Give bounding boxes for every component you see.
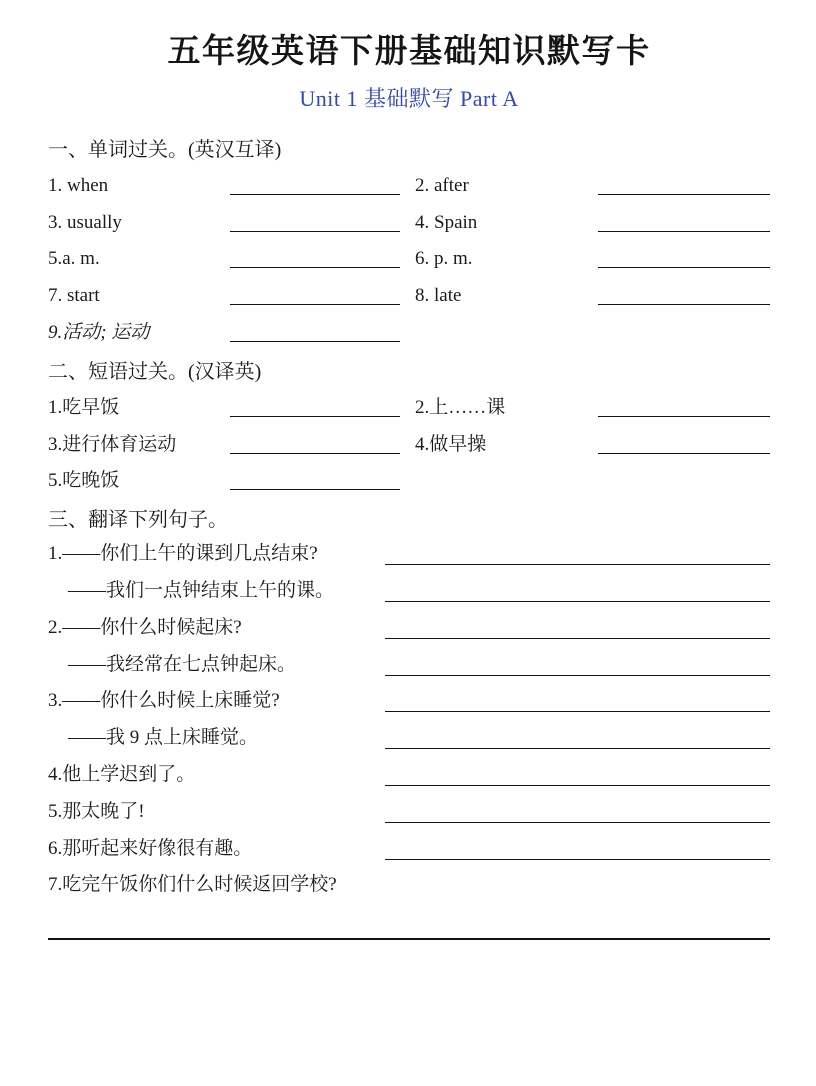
sentence-text: ——我经常在七点钟起床。 (68, 653, 297, 675)
sentence-text: ——我 9 点上床睡觉。 (68, 727, 259, 749)
sentence-text: 3.——你什么时候上床睡觉? (48, 690, 280, 712)
word-row (48, 274, 770, 311)
word-row (48, 164, 770, 201)
sentence-row (48, 682, 770, 719)
answer-blank (598, 267, 770, 268)
phrase-label: 3.进行体育运动 (48, 433, 177, 455)
word-row (48, 238, 770, 275)
answer-blank (230, 267, 400, 268)
sentence-row (48, 534, 770, 571)
answer-line (385, 638, 770, 639)
section-phrases-heading: 二、短语过关。(汉译英) (48, 360, 262, 383)
word-label: 5.a. m. (48, 248, 100, 270)
answer-blank (230, 453, 400, 454)
phrase-label: 5.吃晚饭 (48, 470, 120, 492)
answer-line (385, 711, 770, 712)
answer-blank (598, 416, 770, 417)
answer-blank (230, 341, 400, 342)
word-label: 7. start (48, 285, 100, 307)
word-label: 8. late (415, 285, 462, 307)
sentence-row (48, 792, 770, 829)
word-label: 3. usually (48, 211, 122, 233)
answer-blank (598, 304, 770, 305)
word-row (48, 201, 770, 238)
sentence-text: 1.——你们上午的课到几点结束? (48, 543, 318, 565)
sentence-text: ——我们一点钟结束上午的课。 (68, 580, 335, 602)
word-label: 2. after (415, 174, 469, 196)
answer-line (385, 859, 770, 860)
answer-blank (230, 489, 400, 490)
sentence-row (48, 608, 770, 645)
page-title: 五年级英语下册基础知识默写卡 (167, 34, 651, 70)
answer-blank (598, 231, 770, 232)
answer-blank (230, 194, 400, 195)
sentence-text: 7.吃完午饭你们什么时候返回学校? (48, 874, 337, 896)
answer-blank (230, 304, 400, 305)
sentence-text: 2.——你什么时候起床? (48, 616, 242, 638)
phrase-row (48, 460, 770, 497)
unit-subtitle: Unit 1 基础默写 Part A (299, 86, 519, 111)
word-label: 9.活动; 运动 (48, 321, 150, 343)
sentence-row (48, 571, 770, 608)
sentence-row (48, 755, 770, 792)
word-row (48, 311, 770, 348)
answer-line (385, 785, 770, 786)
phrase-row (48, 386, 770, 423)
phrase-label: 2.上……课 (415, 396, 506, 418)
answer-blank (598, 194, 770, 195)
word-label: 1. when (48, 174, 109, 196)
sentence-text: 5.那太晚了! (48, 800, 145, 822)
answer-blank (230, 416, 400, 417)
answer-line (385, 564, 770, 565)
sentence-row (48, 645, 770, 682)
answer-line (385, 822, 770, 823)
sentence-row (48, 866, 770, 903)
answer-blank (230, 231, 400, 232)
bottom-answer-line (48, 938, 770, 940)
answer-line (385, 748, 770, 749)
worksheet-page (0, 30, 816, 1086)
section-words-heading: 一、单词过关。(英汉互译) (48, 139, 282, 161)
section-sentences-heading: 三、翻译下列句子。 (48, 509, 228, 532)
phrase-row (48, 423, 770, 460)
sentence-text: 6.那听起来好像很有趣。 (48, 837, 253, 859)
phrase-label: 4.做早操 (415, 433, 487, 455)
word-label: 4. Spain (415, 211, 478, 233)
phrase-label: 1.吃早饭 (48, 396, 120, 418)
answer-line (385, 675, 770, 676)
sentence-row (48, 829, 770, 866)
answer-line (385, 601, 770, 602)
sentence-row (48, 718, 770, 755)
sentence-text: 4.他上学迟到了。 (48, 764, 196, 786)
answer-blank (598, 453, 770, 454)
word-label: 6. p. m. (415, 248, 473, 270)
